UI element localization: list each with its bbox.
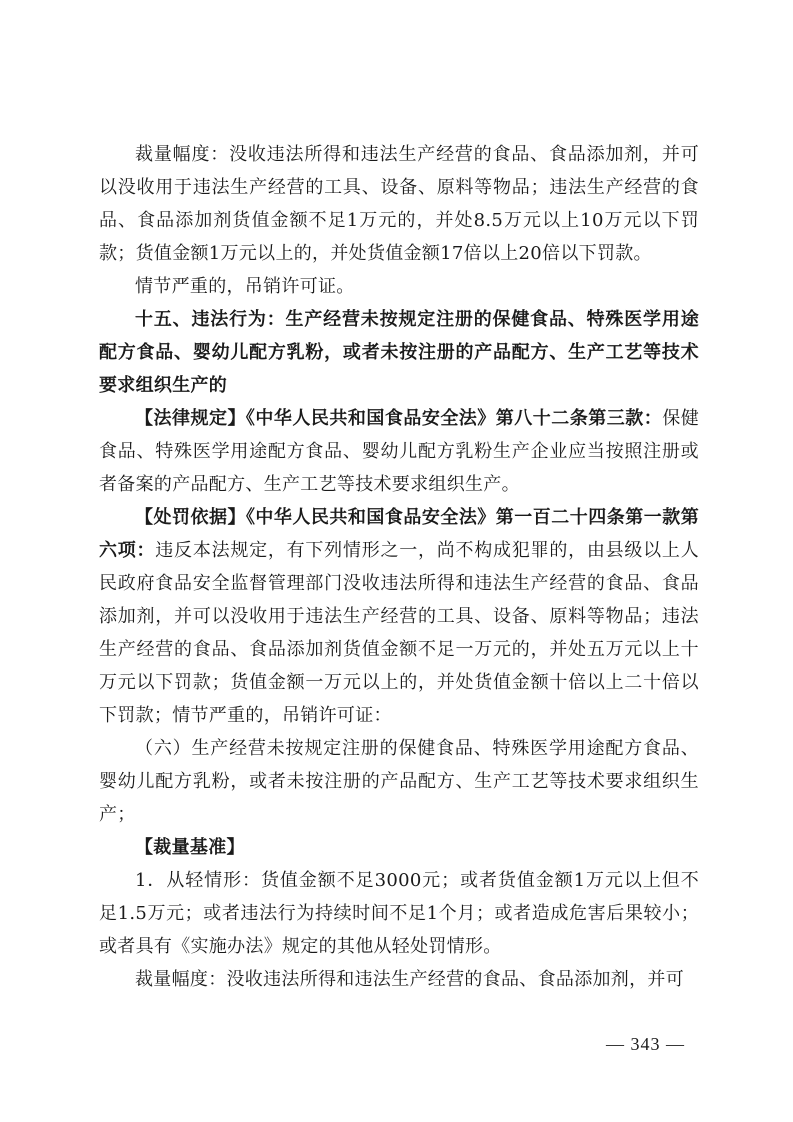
- paragraph-discretion-range-continued: 裁量幅度：没收违法所得和违法生产经营的食品、食品添加剂，并可: [135, 969, 684, 990]
- paragraph-penalty-basis: [99, 501, 699, 732]
- penalty-basis-body: 违反本法规定，有下列情形之一，尚不构成犯罪的，由县级以上人民政府食品安全监督管理部门没收违法所得和违法生产经营的食品、食品添加剂，并可以没收用于违法生产经营的工具、设备、原料等物品；违法生产经营的食品、食品添加剂货值金额不足一万元的，并处五万元以上十万元以下罚款；货值金额一万元以上的，并处货值金额十倍以上二十倍以下罚款；情节严重的，吊销许可证：: [99, 540, 699, 726]
- paragraph-item-six: （六）生产经营未按规定注册的保健食品、特殊医学用途配方食品、婴幼儿配方乳粉，或者未按注册的产品配方、生产工艺等技术要求组织生产；: [99, 738, 699, 825]
- section-heading-fifteen: 十五、违法行为：生产经营未按规定注册的保健食品、特殊医学用途配方食品、婴幼儿配方乳粉，或者未按注册的产品配方、生产工艺等技术要求组织生产的: [99, 309, 699, 396]
- body-text: [99, 138, 699, 996]
- section-heading-discretion-standard: 【裁量基准】: [135, 837, 245, 858]
- page-number: — 343 —: [606, 1034, 685, 1054]
- penalty-basis-lead: 【处罚依据】《中华人民共和国食品安全法》第一百二十四条第一款第六项：: [99, 507, 699, 561]
- paragraph-lighter-circumstances: 1．从轻情形：货值金额不足3000元；或者货值金额1万元以上但不足1.5万元；或者违法行为持续时间不足1个月；或者造成危害后果较小；或者具有《实施办法》规定的其他从轻处罚情形。: [99, 870, 699, 957]
- legal-provision-lead: 【法律规定】《中华人民共和国食品安全法》第八十二条第三款：: [135, 408, 663, 429]
- paragraph-serious-circumstances: 情节严重的，吊销许可证。: [135, 276, 355, 297]
- paragraph-discretion-range: 裁量幅度：没收违法所得和违法生产经营的食品、食品添加剂，并可以没收用于违法生产经营的工具、设备、原料等物品；违法生产经营的食品、食品添加剂货值金额不足1万元的，并处8.5万元以上10万元以下罚款；货值金额1万元以上的，并处货值金额17倍以上20倍以下罚款。: [99, 144, 699, 264]
- paragraph-legal-provision: [99, 402, 699, 501]
- legal-provision-body: 保健食品、特殊医学用途配方食品、婴幼儿配方乳粉生产企业应当按照注册或者备案的产品配方、生产工艺等技术要求组织生产。: [99, 408, 699, 495]
